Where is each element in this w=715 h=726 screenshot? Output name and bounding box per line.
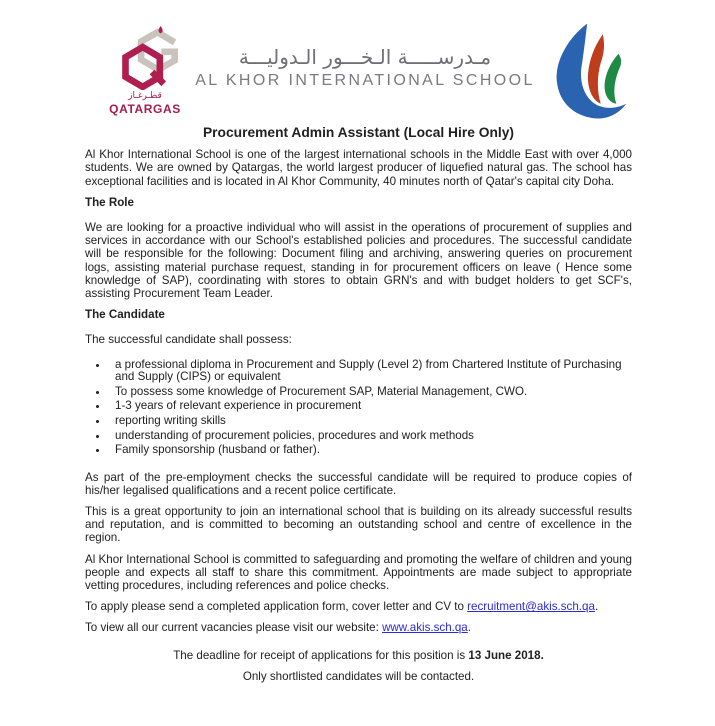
school-name-block <box>190 44 540 92</box>
list-item: • understanding of procurement policies, procedures and work methods <box>109 430 632 442</box>
candidate-heading: The Candidate <box>85 308 165 322</box>
flame-red-ribbon <box>588 34 604 103</box>
shortlist-note: Only shortlisted candidates will be contacted. <box>242 669 475 683</box>
qatargas-droplet <box>159 26 163 33</box>
document-body <box>85 126 632 683</box>
list-item: • To possess some knowledge of Procurement SAP, Material Management, CWO. <box>109 386 632 398</box>
vacancies-text: To view all our current vacancies please visit our website: <box>85 621 383 635</box>
opportunity-paragraph: This is a great opportunity to join an international school that is building on its already successful results and reputation, and is committed to becoming an outstanding school and centre of excellence in the region. <box>85 504 632 545</box>
deadline-date: 13 June 2018. <box>468 648 544 662</box>
qatargas-logo-block <box>92 26 198 115</box>
role-paragraph: We are looking for a proactive individual who will assist in the operations of procurement of supplies and services in accordance with our School's established policies and procedures. The successful candidate will be responsible for the following: Document filing and archiving, answering queries on procurement logs, assisting material purchase request, standing in for procurement officers on leave ( Hence some knowledge of SAP), coordinating with stores to obtain GRN's and with budget holders to get SCF's, assisting Procurement Team Leader. <box>85 221 632 301</box>
school-flame-logo-block <box>549 22 635 124</box>
school-name-arabic: مـدرســـــة الـخـــور الـدوليـــة <box>238 45 492 69</box>
qatargas-logo-icon <box>109 26 181 90</box>
requirements-list <box>85 359 632 457</box>
deadline-line <box>85 649 632 662</box>
flame-green-ribbon <box>605 54 622 104</box>
apply-text: To apply please send a completed application form, cover letter and CV to <box>85 600 468 614</box>
candidate-intro: The successful candidate shall possess: <box>85 333 292 347</box>
list-item: • Family sponsorship (husband or father). <box>109 444 632 456</box>
deadline-text: The deadline for receipt of applications for this position is <box>173 648 469 662</box>
page-title: Procurement Admin Assistant (Local Hire Only) <box>202 125 514 140</box>
safeguarding-paragraph: Al Khor International School is committed to safeguarding and promoting the welfare of children and young people and expects all staff to share this commitment. Appointments are made subject to appropriate vetting procedures, including references and police checks. <box>85 552 632 592</box>
pre-employment-paragraph: As part of the pre-employment checks the successful candidate will be required to produce copies of his/her legalised qualifications and a recent police certificate. <box>85 470 632 497</box>
vacancies-paragraph <box>85 621 632 634</box>
qatargas-brand-name: QATARGAS <box>109 102 181 116</box>
apply-suffix: . <box>594 600 599 614</box>
qatargas-arabic-name: قطـرغـاز <box>128 91 162 101</box>
intro-paragraph: Al Khor International School is one of the largest international schools in the Middle East with over 4,000 students. We are owned by Qatargas, the world largest producer of liquefied natural gas. The school has exceptional facilities and is located in Al Khor Community, 40 minutes north of Qatar's capital city Doha. <box>85 148 632 188</box>
apply-paragraph <box>85 600 632 613</box>
vacancies-suffix: . <box>467 621 471 635</box>
website-link[interactable]: www.akis.sch.qa <box>382 621 468 635</box>
recruitment-email-link[interactable]: recruitment@akis.sch.qa <box>467 600 595 614</box>
school-flame-icon <box>549 22 635 119</box>
list-item: • a professional diploma in Procurement and Supply (Level 2) from Chartered Institute of Purchasing and Supply (CIPS) or equivalent <box>109 359 632 383</box>
school-name-english: AL KHOR INTERNATIONAL SCHOOL <box>195 72 535 89</box>
list-item: • reporting writing skills <box>109 415 632 427</box>
role-heading: The Role <box>85 195 134 209</box>
list-item: • 1-3 years of relevant experience in procurement <box>109 400 632 412</box>
